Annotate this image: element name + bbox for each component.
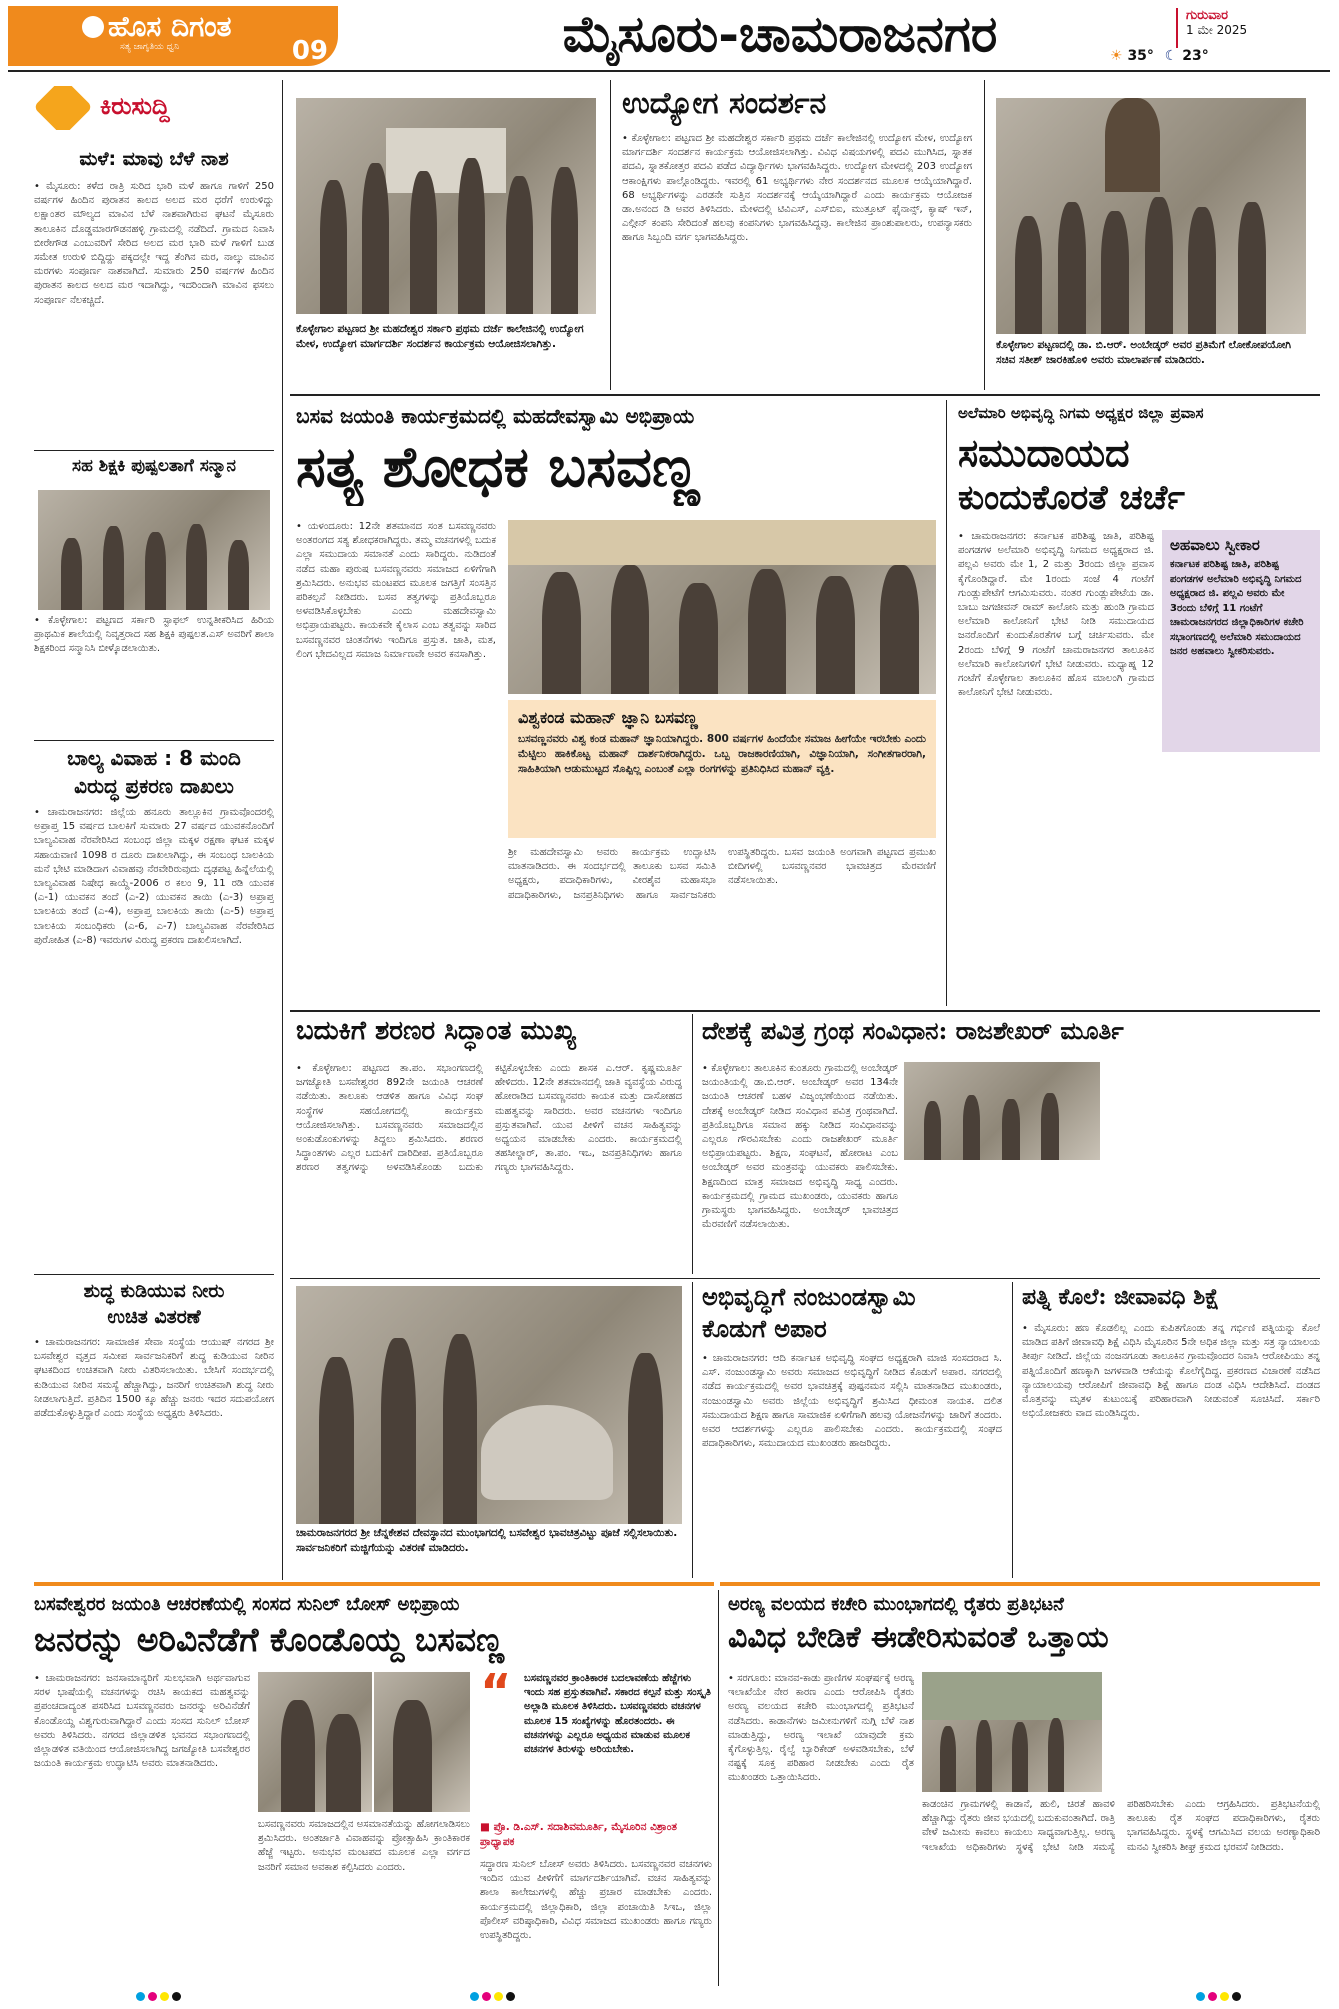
water-photo: [296, 1286, 682, 1524]
temp-min: 23°: [1182, 48, 1209, 64]
sharana-divider: [692, 1014, 693, 1274]
quote-text: ಬಸವಣ್ಣನವರ ಕ್ರಾಂತಿಕಾರಕ ಬದಲಾವಣೆಯ ಹೆಜ್ಜೆಗಳು ಇಂದು ಸಹ ಪ್ರಸ್ತುತವಾಗಿವೆ. ಸಕಾರದ ಕಲ್ಪನೆ ಮತ್ತು ಸಂಸ್ಕೃತಿ ಅಲ್ಲಾಡಿ ಮೂಲಕ ತಿಳಿಸಿದರು. ಬಸವಣ್ಣನವರು ವಚನಗಳ ಮೂಲಕ 15 ಸಂಖ್ಯೆಗಳನ್ನು ಹೊರತಂದರು. ಈ ವಚನಗಳನ್ನು ಎಲ್ಲರೂ ಅಧ್ಯಯನ ಮಾಡುವ ಮೂಲಕ ವಚನಗಳ ತಿರುಳನ್ನು ಅರಿಯಬೇಕು.: [524, 1673, 711, 1756]
basava-body-1: • ಯಳಂದೂರು: 12ನೇ ಶತಮಾನದ ಸಂತ ಬಸವಣ್ಣನವರು ಅಂತರಂಗದ ಸತ್ಯ ಶೋಧಕರಾಗಿದ್ದರು. ತಮ್ಮ ವಚನಗಳಲ್ಲಿ ಬದುಕ ಎಲ್ಲಾ ಸಮುದಾಯ ಸಮಾನತೆ ಎಂದು ಸಾರಿದ್ದರು. ನುಡಿದಂತೆ ನಡೆದ ಮಹಾ ಪುರುಷ ಬಸವಣ್ಣನವರು ಸಮಾಜದ ಏಳಿಗೆಗಾಗಿ ಶ್ರಮಿಸಿದರು. ಅನುಭವ ಮಂಟಪದ ಮೂಲಕ ಜಗತ್ತಿಗೆ ಸಂಸತ್ತಿನ ಪರಿಕಲ್ಪನೆ ನೀಡಿದರು. ಬಸವ ತತ್ವಗಳನ್ನು ಪ್ರತಿಯೊಬ್ಬರೂ ಅಳವಡಿಸಿಕೊಳ್ಳಬೇಕು ಎಂದು ಮಹದೇವಸ್ವಾಮಿ ಅಭಿಪ್ರಾಯಪಟ್ಟರು. ಕಾಯಕವೇ ಕೈಲಾಸ ಎಂಬ ತತ್ವವನ್ನು ಸಾರಿದ ಬಸವಣ್ಣನವರ ಚಿಂತನೆಗಳು ಇಂದಿಗೂ ಪ್ರಸ್ತುತ. ಜಾತಿ, ಮತ, ಲಿಂಗ ಭೇದವಿಲ್ಲದ ಸಮಾಜ ನಿರ್ಮಾಣವೇ ಅವರ ಕನಸಾಗಿತ್ತು.: [296, 521, 496, 660]
left-h4a: ಶುದ್ಧ ಕುಡಿಯುವ ನೀರು: [83, 1280, 225, 1302]
patni-body: • ಮೈಸೂರು: ಹಣ ಕೊಡಲಿಲ್ಲ ಎಂದು ಕುಪಿತಗೊಂಡು ತನ್ನ ಗರ್ಭಿಣಿ ಪತ್ನಿಯನ್ನು ಕೊಲೆ ಮಾಡಿದ ಪತಿಗೆ ಜೀವಾವಧಿ ಶಿಕ್ಷೆ ವಿಧಿಸಿ ಮೈಸೂರಿನ 5ನೇ ಅಧಿಕ ಜಿಲ್ಲಾ ಮತ್ತು ಸತ್ರ ನ್ಯಾಯಾಲಯ ತೀರ್ಪು ನೀಡಿದೆ. ಜಿಲ್ಲೆಯ ನಂಜನಗೂಡು ತಾಲೂಕಿನ ಗ್ರಾಮವೊಂದರ ನಿವಾಸಿ ಆರೋಪಿಯು ತನ್ನ ಪತ್ನಿಯೊಂದಿಗೆ ಹಣಕ್ಕಾಗಿ ಜಗಳವಾಡಿ ಆಕೆಯನ್ನು ಕೊಲೆಗೈದಿದ್ದ. ಪ್ರಕರಣದ ವಿಚಾರಣೆ ನಡೆಸಿದ ನ್ಯಾಯಾಲಯವು ಆರೋಪಿಗೆ ಜೀವಾವಧಿ ಶಿಕ್ಷೆ ಹಾಗೂ ದಂಡ ವಿಧಿಸಿ ಆದೇಶಿಸಿದೆ. ದಂಡದ ಮೊತ್ತವನ್ನು ಮೃತಳ ಕುಟುಂಬಕ್ಕೆ ಪರಿಹಾರವಾಗಿ ನೀಡುವಂತೆ ಸೂಚಿಸಿದೆ. ಸರ್ಕಾರಿ ಅಭಿಯೋಜಕರು ವಾದ ಮಂಡಿಸಿದ್ದರು.: [1022, 1323, 1320, 1420]
top-photo-ambedkar: [996, 98, 1306, 334]
alemari-side-body: ಕರ್ನಾಟಕ ಪರಿಶಿಷ್ಟ ಜಾತಿ, ಪರಿಶಿಷ್ಟ ಪಂಗಡಗಳ ಅಲೆಮಾರಿ ಅಭಿವೃದ್ಧಿ ನಿಗಮದ ಅಧ್ಯಕ್ಷರಾದ ಜಿ. ಪಲ್ಲವಿ ಅವರು ಮೇ 3ರಂದು ಬೆಳಿಗ್ಗೆ 11 ಗಂಟೆಗೆ ಚಾಮರಾಜನಗರದ ಜಿಲ್ಲಾಧಿಕಾರಿಗಳ ಕಚೇರಿ ಸಭಾಂಗಣದಲ್ಲಿ ಅಲೆಮಾರಿ ಸಮುದಾಯದ ಜನರ ಅಹವಾಲು ಸ್ವೀಕರಿಸುವರು.: [1170, 559, 1304, 657]
basava-photo: [508, 520, 936, 694]
samvidhana-photo: [904, 1062, 1100, 1160]
bottom-right-photo: [922, 1672, 1102, 1792]
alemari-head-1: ಸಮುದಾಯದ: [958, 430, 1130, 475]
left-h4b: ಉಚಿತ ವಿತರಣೆ: [107, 1306, 201, 1328]
left-rule-2: [34, 740, 274, 741]
quote-box: [480, 1672, 712, 1854]
top-row-rule: [290, 394, 1320, 396]
pointing-hand-icon: [34, 86, 93, 130]
alemari-head-2: ಕುಂದುಕೊರತೆ ಚರ್ಚೆ: [958, 478, 1185, 518]
left-p1: • ಮೈಸೂರು: ಕಳೆದ ರಾತ್ರಿ ಸುರಿದ ಭಾರಿ ಮಳೆ ಹಾಗೂ ಗಾಳಿಗೆ 250 ವರ್ಷಗಳ ಹಿಂದಿನ ಪುರಾತನ ಕಾಲದ ಅಲದ ಮರ ಧರೆಗೆ ಉರುಳಿದ್ದು ಲಕ್ಷಾಂತರ ಮೌಲ್ಯದ ಮಾವಿನ ಬೆಳೆ ನಾಶವಾಗಿರುವ ಘಟನೆ ಮೈಸೂರು ತಾಲೂಕಿನ ದೊಡ್ಡಮಾರಗೌಡನಹಳ್ಳಿ ಗ್ರಾಮದಲ್ಲಿ ನಡೆದಿದೆ. ಗ್ರಾಮದ ನಿವಾಸಿ ಬೀರೇಗೌಡ ಎಂಬುವರಿಗೆ ಸೇರಿದ ಅಲದ ಮರ ಭಾರಿ ಮಳೆ ಗಾಳಿಗೆ ಬುಡ ಸಮೇತ ಉರುಳಿ ಬಿದ್ದಿದ್ದು ಪಕ್ಕದಲ್ಲೇ ಇದ್ದ ತೆಂಗಿನ ಮರ, ನಾಲ್ಕು ಮಾವಿನ ಮರಗಳು ಸಂಪೂರ್ಣ ನಾಶವಾಗಿದೆ. ಸುಮಾರು 250 ವರ್ಷಗಳ ಹಿಂದಿನ ಪುರಾತನ ಕಾಲದ ಅಲದ ಮರ ಇದಾಗಿದ್ದು, ಇದರಿಂದಾಗಿ ಮಾವಿನ ಫಸಲು ಸಂಪೂರ್ಣ ನೆಲಕಚ್ಚಿದೆ.: [34, 181, 274, 306]
registration-dots-center: [470, 1992, 515, 2001]
bottom-right-kicker: ಅರಣ್ಯ ವಲಯದ ಕಚೇರಿ ಮುಂಭಾಗದಲ್ಲಿ ರೈತರು ಪ್ರತಿಭಟನೆ: [728, 1594, 1064, 1615]
basava-box-body: ಬಸವಣ್ಣನವರು ವಿಶ್ವ ಕಂಡ ಮಹಾನ್ ಜ್ಞಾನಿಯಾಗಿದ್ದರು. 800 ವರ್ಷಗಳ ಹಿಂದೆಯೇ ಸಮಾಜ ಹೀಗೆಯೇ ಇರಬೇಕು ಎಂದು ಮೆಟ್ಟಿಲು ಹಾಕಿಕೊಟ್ಟ ಮಹಾನ್ ದಾರ್ಶನಿಕರಾಗಿದ್ದರು. ಒಬ್ಬ ರಾಜಕಾರಣಿಯಾಗಿ, ವಿಜ್ಞಾನಿಯಾಗಿ, ಸಂಗೀತಗಾರರಾಗಿ, ಸಾಹಿತಿಯಾಗಿ ಆಡುಮುಟ್ಟದ ಸೊಪ್ಪಿಲ್ಲ ಎಂಬಂತೆ ಎಲ್ಲಾ ರಂಗಗಳನ್ನು ಪ್ರತಿನಿಧಿಸಿದ ಮಹಾನ್ ವ್ಯಕ್ತಿ.: [518, 733, 926, 775]
moon-icon: ☾: [1164, 48, 1178, 64]
job-headline: ಉದ್ಯೋಗ ಸಂದರ್ಶನ: [622, 86, 827, 121]
nanjunda-divider: [1012, 1282, 1013, 1578]
bottom-left-photo-1: [258, 1672, 372, 1812]
masthead-rule: [8, 70, 1330, 72]
bottom-divider: [718, 1590, 719, 1986]
bottom-right-body-2: ಕಾಡಂಚಿನ ಗ್ರಾಮಗಳಲ್ಲಿ ಕಾಡಾನೆ, ಹುಲಿ, ಚಿರತೆ ಹಾವಳಿ ಹೆಚ್ಚಾಗಿದ್ದು ರೈತರು ಜೀವ ಭಯದಲ್ಲಿ ಬದುಕುವಂತಾಗಿದೆ. ರಾತ್ರಿ ವೇಳೆ ಜಮೀನು ಕಾವಲು ಕಾಯಲು ಸಾಧ್ಯವಾಗುತ್ತಿಲ್ಲ. ಅರಣ್ಯ ಇಲಾಖೆಯ ಅಧಿಕಾರಿಗಳು ಸ್ಥಳಕ್ಕೆ ಭೇಟಿ ನೀಡಿ ಸಮಸ್ಯೆ ಪರಿಹರಿಸಬೇಕು ಎಂದು ಆಗ್ರಹಿಸಿದರು. ಪ್ರತಿಭಟನೆಯಲ್ಲಿ ತಾಲೂಕು ರೈತ ಸಂಘದ ಪದಾಧಿಕಾರಿಗಳು, ರೈತರು ಭಾಗವಹಿಸಿದ್ದರು. ಸ್ಥಳಕ್ಕೆ ಆಗಮಿಸಿದ ವಲಯ ಅರಣ್ಯಾಧಿಕಾರಿ ಮನವಿ ಸ್ವೀಕರಿಸಿ ಶೀಘ್ರ ಕ್ರಮದ ಭರವಸೆ ನೀಡಿದರು.: [922, 1799, 1320, 1853]
registration-dots-left: [136, 1992, 181, 2001]
left-rule-3: [34, 1274, 274, 1275]
nanjunda-body: • ಚಾಮರಾಜನಗರ: ಆದಿ ಕರ್ನಾಟಕ ಅಭಿವೃದ್ಧಿ ಸಂಘದ ಅಧ್ಯಕ್ಷರಾಗಿ ಮಾಜಿ ಸಂಸದರಾದ ಸಿ. ಎಸ್. ನಂಜುಂಡಸ್ವಾಮಿ ಅವರು ಸಮಾಜದ ಅಭಿವೃದ್ಧಿಗೆ ನೀಡಿದ ಕೊಡುಗೆ ಅಪಾರ. ನಗರದಲ್ಲಿ ನಡೆದ ಕಾರ್ಯಕ್ರಮದಲ್ಲಿ ಅವರ ಭಾವಚಿತ್ರಕ್ಕೆ ಪುಷ್ಪನಮನ ಸಲ್ಲಿಸಿ ಮಾತನಾಡಿದ ಮುಖಂಡರು, ನಂಜುಂಡಸ್ವಾಮಿ ಅವರು ಜಿಲ್ಲೆಯ ಅಭಿವೃದ್ಧಿಗೆ ಶ್ರಮಿಸಿದ ಧೀಮಂತ ನಾಯಕ. ದಲಿತ ಸಮುದಾಯದ ಶಿಕ್ಷಣ ಹಾಗೂ ಸಾಮಾಜಿಕ ಏಳಿಗೆಗಾಗಿ ಹಲವು ಯೋಜನೆಗಳನ್ನು ಜಾರಿಗೆ ತಂದರು. ಅವರ ಆದರ್ಶಗಳನ್ನು ಎಲ್ಲರೂ ಪಾಲಿಸಬೇಕು ಎಂದರು. ಕಾರ್ಯಕ್ರಮದಲ್ಲಿ ಸಂಘದ ಪದಾಧಿಕಾರಿಗಳು, ಸಮುದಾಯದ ಮುಖಂಡರು ಹಾಜರಿದ್ದರು.: [702, 1353, 1002, 1450]
water-divider: [692, 1282, 693, 1578]
brand-tagline: ಸತ್ಯ ಜಾಗೃತಿಯ ಧ್ವನಿ: [120, 42, 180, 52]
nanjunda-head-1: ಅಭಿವೃದ್ಧಿಗೆ ನಂಜುಂಡಸ್ವಾಮಿ: [702, 1282, 916, 1311]
bottom-left-body-2: ಬಸವಣ್ಣನವರು ಸಮಾಜದಲ್ಲಿನ ಅಸಮಾನತೆಯನ್ನು ಹೋಗಲಾಡಿಸಲು ಶ್ರಮಿಸಿದರು. ಅಂತರ್ಜಾತಿ ವಿವಾಹವನ್ನು ಪ್ರೋತ್ಸಾಹಿಸಿ ಕ್ರಾಂತಿಕಾರಕ ಹೆಜ್ಜೆ ಇಟ್ಟರು. ಅನುಭವ ಮಂಟಪದ ಮೂಲಕ ಎಲ್ಲಾ ವರ್ಗದ ಜನರಿಗೆ ಸಮಾನ ಅವಕಾಶ ಕಲ್ಪಿಸಿದರು ಎಂದರು.: [258, 1819, 470, 1873]
edition-title: ಮೈಸೂರು-ಚಾಮರಾಜನಗರ: [562, 4, 998, 63]
weather-block: [1110, 48, 1250, 68]
left-p4: • ಚಾಮರಾಜನಗರ: ಸಾಮಾಜಿಕ ಸೇವಾ ಸಂಸ್ಥೆಯ ಆಯುಷ್ ನಗರದ ಶ್ರೀ ಬಸವೇಶ್ವರ ವೃತ್ತದ ಸಮೀಪ ಸಾರ್ವಜನಿಕರಿಗೆ ಶುದ್ಧ ಕುಡಿಯುವ ನೀರಿನ ಘಟಕದಿಂದ ಉಚಿತವಾಗಿ ನೀರು ವಿತರಿಸಲಾಯಿತು. ಬೇಸಿಗೆ ಸಂದರ್ಭದಲ್ಲಿ ಕುಡಿಯುವ ನೀರಿನ ಸಮಸ್ಯೆ ಹೆಚ್ಚಾಗಿದ್ದು, ಜನರಿಗೆ ಉಚಿತವಾಗಿ ಶುದ್ಧ ನೀರು ನೀಡಲಾಗುತ್ತಿದೆ. ಪ್ರತಿದಿನ 1500 ಕ್ಕೂ ಹೆಚ್ಚು ಜನರು ಇದರ ಸದುಪಯೋಗ ಪಡೆದುಕೊಳ್ಳುತ್ತಿದ್ದಾರೆ ಎಂದು ಸಂಸ್ಥೆಯ ಅಧ್ಯಕ್ಷರು ತಿಳಿಸಿದರು.: [34, 1337, 274, 1420]
samvidhana-body: • ಕೊಳ್ಳೇಗಾಲ: ತಾಲೂಕಿನ ಕುಂತೂರು ಗ್ರಾಮದಲ್ಲಿ ಅಂಬೇಡ್ಕರ್ ಜಯಂತಿಯಲ್ಲಿ ಡಾ.ಬಿ.ಆರ್. ಅಂಬೇಡ್ಕರ್ ಅವರ 134ನೇ ಜಯಂತಿ ಆಚರಣೆ ಬಹಳ ವಿಜೃಂಭಣೆಯಿಂದ ನಡೆಯಿತು. ದೇಶಕ್ಕೆ ಅಂಬೇಡ್ಕರ್ ನೀಡಿದ ಸಂವಿಧಾನ ಪವಿತ್ರ ಗ್ರಂಥವಾಗಿದೆ. ಪ್ರತಿಯೊಬ್ಬರಿಗೂ ಸಮಾನ ಹಕ್ಕು ನೀಡಿದ ಸಂವಿಧಾನವನ್ನು ಎಲ್ಲರೂ ಗೌರವಿಸಬೇಕು ಎಂದು ರಾಜಶೇಖರ್ ಮೂರ್ತಿ ಅಭಿಪ್ರಾಯಪಟ್ಟರು. ಶಿಕ್ಷಣ, ಸಂಘಟನೆ, ಹೋರಾಟ ಎಂಬ ಅಂಬೇಡ್ಕರ್ ಅವರ ಮಂತ್ರವನ್ನು ಯುವಕರು ಪಾಲಿಸಬೇಕು. ಶಿಕ್ಷಣದಿಂದ ಮಾತ್ರ ಸಮಾಜದ ಅಭಿವೃದ್ಧಿ ಸಾಧ್ಯ ಎಂದರು. ಕಾರ್ಯಕ್ರಮದಲ್ಲಿ ಗ್ರಾಮದ ಮುಖಂಡರು, ಯುವಕರು ಹಾಗೂ ಗ್ರಾಮಸ್ಥರು ಭಾಗವಹಿಸಿದ್ದರು. ಅಂಬೇಡ್ಕರ್ ಭಾವಚಿತ್ರದ ಮೆರವಣಿಗೆ ನಡೆಸಲಾಯಿತು.: [702, 1063, 898, 1231]
basava-headline: ಸತ್ಯ ಶೋಧಕ ಬಸವಣ್ಣ: [296, 434, 700, 500]
samvidhana-headline: ದೇಶಕ್ಕೆ ಪವಿತ್ರ ಗ್ರಂಥ ಸಂವಿಧಾನ: ರಾಜಶೇಖರ್ ಮೂರ್ತಿ: [702, 1016, 1124, 1045]
bottom-left-photo-2: [374, 1672, 470, 1812]
bottom-band-right: [720, 1582, 1320, 1586]
left-h1: ಮಳೆ: ಮಾವು ಬೆಳೆ ನಾಶ: [79, 148, 229, 170]
row3-rule: [290, 1278, 1320, 1279]
sharana-headline: ಬದುಕಿಗೆ ಶರಣರ ಸಿದ್ಧಾಂತ ಮುಖ್ಯ: [296, 1016, 576, 1046]
left-photo-teacher: [38, 490, 270, 610]
left-h3b: ವಿರುದ್ಧ ಪ್ರಕರಣ ದಾಖಲು: [74, 774, 234, 798]
bottom-right-headline: ವಿವಿಧ ಬೇಡಿಕೆ ಈಡೇರಿಸುವಂತೆ ಒತ್ತಾಯ: [728, 1620, 1109, 1655]
date-label: 1 ಮೇ 2025: [1186, 23, 1248, 37]
kirusuddi-badge: [34, 86, 254, 130]
basava-kicker: ಬಸವ ಜಯಂತಿ ಕಾರ್ಯಕ್ರಮದಲ್ಲಿ ಮಹದೇವಸ್ವಾಮಿ ಅಭಿಪ್ರಾಯ: [296, 404, 695, 428]
registration-dots-right: [1196, 1992, 1241, 2001]
sharana-body: • ಕೊಳ್ಳೇಗಾಲ: ಪಟ್ಟಣದ ತಾ.ಪಂ. ಸಭಾಂಗಣದಲ್ಲಿ ಜಗಜ್ಯೋತಿ ಬಸವೇಶ್ವರರ 892ನೇ ಜಯಂತಿ ಆಚರಣೆ ನಡೆಯಿತು. ತಾಲೂಕು ಆಡಳಿತ ಹಾಗೂ ವಿವಿಧ ಸಂಘ ಸಂಸ್ಥೆಗಳ ಸಹಯೋಗದಲ್ಲಿ ಕಾರ್ಯಕ್ರಮ ಆಯೋಜಿಸಲಾಗಿತ್ತು. ಬಸವಣ್ಣನವರು ಸಮಾಜದಲ್ಲಿನ ಅಂಕುಡೊಂಕುಗಳನ್ನು ತಿದ್ದಲು ಶ್ರಮಿಸಿದರು. ಶರಣರ ಸಿದ್ಧಾಂತಗಳು ಎಲ್ಲರ ಬದುಕಿಗೆ ದಾರಿದೀಪ. ಪ್ರತಿಯೊಬ್ಬರೂ ಶರಣರ ತತ್ವಗಳನ್ನು ಅಳವಡಿಸಿಕೊಂಡು ಬದುಕು ಕಟ್ಟಿಕೊಳ್ಳಬೇಕು ಎಂದು ಶಾಸಕ ಎ.ಆರ್. ಕೃಷ್ಣಮೂರ್ತಿ ಹೇಳಿದರು. 12ನೇ ಶತಮಾನದಲ್ಲಿ ಜಾತಿ ವ್ಯವಸ್ಥೆಯ ವಿರುದ್ಧ ಹೋರಾಡಿದ ಬಸವಣ್ಣನವರು ಕಾಯಕ ಮತ್ತು ದಾಸೋಹದ ಮಹತ್ವವನ್ನು ಸಾರಿದರು. ಅವರ ವಚನಗಳು ಇಂದಿಗೂ ಪ್ರಸ್ತುತವಾಗಿವೆ. ಯುವ ಪೀಳಿಗೆ ವಚನ ಸಾಹಿತ್ಯವನ್ನು ಅಧ್ಯಯನ ಮಾಡಬೇಕು ಎಂದರು. ಕಾರ್ಯಕ್ರಮದಲ್ಲಿ ತಹಸೀಲ್ದಾರ್, ತಾ.ಪಂ. ಇಒ, ಜನಪ್ರತಿನಿಧಿಗಳು ಹಾಗೂ ಗಣ್ಯರು ಭಾಗವಹಿಸಿದ್ದರು.: [296, 1063, 682, 1174]
left-col-divider: [282, 80, 283, 1580]
brand-logo-icon: [82, 16, 104, 38]
page-number: 09: [291, 36, 328, 66]
basava-info-box: [508, 700, 936, 838]
left-h3a: ಬಾಲ್ಯ ವಿವಾಹ : 8 ಮಂದಿ: [67, 746, 241, 770]
kirusuddi-label: ಕಿರುಸುದ್ದಿ: [100, 92, 170, 120]
left-p2: • ಕೊಳ್ಳೇಗಾಲ: ಪಟ್ಟಣದ ಸರ್ಕಾರಿ ಸ್ಟಾಫಲ್ ಉನ್ನತೀಕರಿಸಿದ ಹಿರಿಯ ಪ್ರಾಥಮಿಕ ಶಾಲೆಯಲ್ಲಿ ನಿವೃತ್ತರಾದ ಸಹ ಶಿಕ್ಷಕಿ ಪುಷ್ಪಲತ.ಎಸ್ ಅವರಿಗೆ ಶಾಲಾ ಶಿಕ್ಷಕರಿಂದ ಸನ್ಮಾನಿಸಿ ಬೀಳ್ಕೊಡಲಾಯಿತು.: [34, 615, 274, 655]
alemari-body: • ಚಾಮರಾಜನಗರ: ಕರ್ನಾಟಕ ಪರಿಶಿಷ್ಟ ಜಾತಿ, ಪರಿಶಿಷ್ಟ ಪಂಗಡಗಳ ಅಲೆಮಾರಿ ಅಭಿವೃದ್ಧಿ ನಿಗಮದ ಅಧ್ಯಕ್ಷರಾದ ಜಿ. ಪಲ್ಲವಿ ಅವರು ಮೇ 1, 2 ಮತ್ತು 3ರಂದು ಜಿಲ್ಲಾ ಪ್ರವಾಸ ಕೈಗೊಂಡಿದ್ದಾರೆ. ಮೇ 1ರಂದು ಸಂಜೆ 4 ಗಂಟೆಗೆ ಗುಂಡ್ಲುಪೇಟೆಗೆ ಆಗಮಿಸುವರು. ನಂತರ ಗುಂಡ್ಲುಪೇಟೆಯ ಡಾ. ಬಾಬು ಜಗಜೀವನ್ ರಾಮ್ ಕಾಲೋನಿ ಮತ್ತು ಹುಂಡಿ ಗ್ರಾಮದ ಅಲೆಮಾರಿ ಕಾಲೋನಿಗೆ ಭೇಟಿ ನೀಡಿ ಸಮುದಾಯದ ಜನರೊಂದಿಗೆ ಕುಂದುಕೊರತೆಗಳ ಬಗ್ಗೆ ಚರ್ಚಿಸುವರು. ಮೇ 2ರಂದು ಬೆಳಿಗ್ಗೆ 9 ಗಂಟೆಗೆ ಚಾಮರಾಜನಗರ ತಾಲೂಕಿನ ಅಲೆಮಾರಿ ಕಾಲೋನಿಗಳಿಗೆ ಭೇಟಿ ನೀಡುವರು. ಮಧ್ಯಾಹ್ನ 12 ಗಂಟೆಗೆ ಕೊಳ್ಳೇಗಾಲ ತಾಲೂಕಿನ ಹೊಸ ಮಾಲಂಗಿ ಗ್ರಾಮದ ಕಾಲೋನಿಗೆ ಭೇಟಿ ನೀಡುವರು.: [958, 531, 1154, 699]
samvidhana-body-cont: [1108, 1062, 1320, 1270]
quote-attribution: ■ ಪ್ರೊ. ಡಿ.ಎಸ್. ಸದಾಶಿವಮೂರ್ತಿ, ಮೈಸೂರಿನ ವಿಶ್ರಾಂತ ಪ್ರಾಧ್ಯಾಪಕ: [480, 1821, 677, 1848]
patni-headline: ಪತ್ನಿ ಕೊಲೆ: ಜೀವಾವಧಿ ಶಿಕ್ಷೆ: [1022, 1284, 1220, 1310]
bottom-left-body-3: ಸದ್ಧಾರಣ ಸುನಿಲ್ ಬೋಸ್ ಅವರು ತಿಳಿಸಿದರು. ಬಸವಣ್ಣನವರ ವಚನಗಳು ಇಂದಿನ ಯುವ ಪೀಳಿಗೆಗೆ ಮಾರ್ಗದರ್ಶಿಯಾಗಿವೆ. ವಚನ ಸಾಹಿತ್ಯವನ್ನು ಶಾಲಾ ಕಾಲೇಜುಗಳಲ್ಲಿ ಹೆಚ್ಚು ಪ್ರಚಾರ ಮಾಡಬೇಕು ಎಂದರು. ಕಾರ್ಯಕ್ರಮದಲ್ಲಿ ಜಿಲ್ಲಾಧಿಕಾರಿ, ಜಿಲ್ಲಾ ಪಂಚಾಯಿತಿ ಸಿಇಒ, ಜಿಲ್ಲಾ ಪೊಲೀಸ್ ವರಿಷ್ಠಾಧಿಕಾರಿ, ವಿವಿಧ ಸಮಾಜದ ಮುಖಂಡರು ಹಾಗೂ ಗಣ್ಯರು ಉಪಸ್ಥಿತರಿದ್ದರು.: [480, 1859, 712, 1942]
mid-row-rule: [290, 1010, 1320, 1012]
left-rule-1: [34, 450, 274, 451]
top-photo2-caption: ಕೊಳ್ಳೇಗಾಲ ಪಟ್ಟಣದಲ್ಲಿ ಡಾ. ಬಿ.ಆರ್. ಅಂಬೇಡ್ಕರ್ ಅವರ ಪ್ರತಿಮೆಗೆ ಲೋಕೋಪಯೋಗಿ ಸಚಿವ ಸತೀಶ್ ಜಾರಕಿಹೊಳಿ ಅವರು ಮಾಲಾರ್ಪಣೆ ಮಾಡಿದರು.: [996, 339, 1291, 366]
temp-max: 35°: [1127, 48, 1154, 64]
left-h2: ಸಹ ಶಿಕ್ಷಕಿ ಪುಷ್ಪಲತಾಗೆ ಸನ್ಮಾನ: [72, 456, 236, 476]
nanjunda-head-2: ಕೊಡುಗೆ ಅಪಾರ: [702, 1314, 827, 1343]
basava-box-head: ವಿಶ್ವಕಂಡ ಮಹಾನ್ ಜ್ಞಾನಿ ಬಸವಣ್ಣ: [518, 708, 698, 727]
alemari-side-box: [1162, 530, 1320, 752]
brand-name: ಹೊಸ ದಿಗಂತ: [108, 10, 232, 43]
basava-divider: [946, 400, 947, 1006]
bottom-left-body-1: • ಚಾಮರಾಜನಗರ: ಜನಸಾಮಾನ್ಯರಿಗೆ ಸುಲಭವಾಗಿ ಅರ್ಥವಾಗುವ ಸರಳ ಭಾಷೆಯಲ್ಲಿ ವಚನಗಳನ್ನು ರಚಿಸಿ ಕಾಯಕದ ಮಹತ್ವವನ್ನು ಪ್ರಪಂಚದಾದ್ಯಂತ ಪಸರಿಸಿದ ಬಸವಣ್ಣನವರು ಜನರನ್ನು ಅರಿವಿನೆಡೆಗೆ ಕೊಂಡೊಯ್ದ ವಿಶ್ವಗುರುವಾಗಿದ್ದಾರೆ ಎಂದು ಸಂಸದ ಸುನಿಲ್ ಬೋಸ್ ಅವರು ತಿಳಿಸಿದರು. ನಗರದ ಜಿಲ್ಲಾಡಳಿತ ಭವನದ ಸಭಾಂಗಣದಲ್ಲಿ ಜಿಲ್ಲಾಡಳಿತ ವತಿಯಿಂದ ಆಯೋಜಿಸಲಾಗಿದ್ದ ಜಗಜ್ಯೋತಿ ಬಸವೇಶ್ವರರ ಜಯಂತಿ ಕಾರ್ಯಕ್ರಮ ಉದ್ಘಾಟಿಸಿ ಅವರು ಮಾತನಾಡಿದರು.: [34, 1673, 250, 1770]
top-divider-1: [610, 80, 611, 390]
brand-block: [8, 6, 338, 66]
water-caption: ಚಾಮರಾಜನಗರದ ಶ್ರೀ ಚೆನ್ನಕೇಶವ ದೇವಸ್ಥಾನದ ಮುಂಭಾಗದಲ್ಲಿ ಬಸವೇಶ್ವರ ಭಾವಚಿತ್ರವಿಟ್ಟು ಪೂಜೆ ಸಲ್ಲಿಸಲಾಯಿತು. ಸಾರ್ವಜನಿಕರಿಗೆ ಮಜ್ಜಿಗೆಯನ್ನು ವಿತರಣೆ ಮಾಡಿದರು.: [296, 1527, 678, 1554]
bottom-left-headline: ಜನರನ್ನು ಅರಿವಿನೆಡೆಗೆ ಕೊಂಡೊಯ್ದ ಬಸವಣ್ಣ: [34, 1620, 505, 1659]
bottom-right-body-1: • ಸರಗೂರು: ಮಾನವ-ಕಾಡು ಪ್ರಾಣಿಗಳ ಸಂಘರ್ಷಕ್ಕೆ ಅರಣ್ಯ ಇಲಾಖೆಯೇ ನೇರ ಕಾರಣ ಎಂದು ಆರೋಪಿಸಿ ರೈತರು ಅರಣ್ಯ ವಲಯದ ಕಚೇರಿ ಮುಂಭಾಗದಲ್ಲಿ ಪ್ರತಿಭಟನೆ ನಡೆಸಿದರು. ಕಾಡಾನೆಗಳು ಜಮೀನುಗಳಿಗೆ ನುಗ್ಗಿ ಬೆಳೆ ನಾಶ ಮಾಡುತ್ತಿದ್ದು, ಅರಣ್ಯ ಇಲಾಖೆ ಯಾವುದೇ ಕ್ರಮ ಕೈಗೊಳ್ಳುತ್ತಿಲ್ಲ. ರೈಲ್ವೆ ಬ್ಯಾರಿಕೇಡ್ ಅಳವಡಿಸಬೇಕು, ಬೆಳೆ ನಷ್ಟಕ್ಕೆ ಸೂಕ್ತ ಪರಿಹಾರ ನೀಡಬೇಕು ಎಂದು ರೈತ ಮುಖಂಡರು ಒತ್ತಾಯಿಸಿದರು.: [728, 1673, 914, 1784]
alemari-kicker: ಅಲೆಮಾರಿ ಅಭಿವೃದ್ಧಿ ನಿಗಮ ಅಧ್ಯಕ್ಷರ ಜಿಲ್ಲಾ ಪ್ರವಾಸ: [958, 404, 1204, 422]
basava-body-2: ಶ್ರೀ ಮಹದೇವಸ್ವಾಮಿ ಅವರು ಕಾರ್ಯಕ್ರಮ ಉದ್ಘಾಟಿಸಿ ಮಾತನಾಡಿದರು. ಈ ಸಂದರ್ಭದಲ್ಲಿ ತಾಲೂಕು ಬಸವ ಸಮಿತಿ ಅಧ್ಯಕ್ಷರು, ಪದಾಧಿಕಾರಿಗಳು, ವೀರಶೈವ ಮಹಾಸಭಾ ಪದಾಧಿಕಾರಿಗಳು, ಜನಪ್ರತಿನಿಧಿಗಳು ಹಾಗೂ ಸಾರ್ವಜನಿಕರು ಉಪಸ್ಥಿತರಿದ್ದರು. ಬಸವ ಜಯಂತಿ ಅಂಗವಾಗಿ ಪಟ್ಟಣದ ಪ್ರಮುಖ ಬೀದಿಗಳಲ್ಲಿ ಬಸವಣ್ಣನವರ ಭಾವಚಿತ್ರದ ಮೆರವಣಿಗೆ ನಡೆಸಲಾಯಿತು.: [508, 847, 936, 901]
quote-mark-icon: “: [480, 1672, 512, 1712]
bottom-left-kicker: ಬಸವೇಶ್ವರರ ಜಯಂತಿ ಆಚರಣೆಯಲ್ಲಿ ಸಂಸದ ಸುನಿಲ್ ಬೋಸ್ ಅಭಿಪ್ರಾಯ: [34, 1594, 460, 1615]
left-p3: • ಚಾಮರಾಜನಗರ: ಜಿಲ್ಲೆಯ ಹನೂರು ತಾಲ್ಲೂಕಿನ ಗ್ರಾಮವೊಂದರಲ್ಲಿ ಅಪ್ರಾಪ್ತ 15 ವರ್ಷದ ಬಾಲಕಿಗೆ ಸುಮಾರು 27 ವರ್ಷದ ಯುವಕನೊಂದಿಗೆ ಬಾಲ್ಯವಿವಾಹ ನೆರವೇರಿಸಿದ ಸಂಬಂಧ ಜಿಲ್ಲಾ ಮಕ್ಕಳ ರಕ್ಷಣಾ ಘಟಕ ಮಕ್ಕಳ ಸಹಾಯವಾಣಿ 1098 ರ ದೂರು ದಾಖಲಾಗಿದ್ದು, ಈ ಸಂಬಂಧ ಬಾಲಕಿಯ ಮನೆ ಭೇಟಿ ಮಾಡಿದಾಗ ವಿವಾಹವು ನೆರವೇರಿರುವುದು ದೃಢಪಟ್ಟ ಹಿನ್ನೆಲೆಯಲ್ಲಿ ಬಾಲ್ಯವಿವಾಹ ನಿಷೇಧ ಕಾಯ್ದೆ-2006 ರ ಕಲಂ 9, 11 ರಡಿ ಯುವಕ (ಎ-1) ಯುವಕನ ತಂದೆ (ಎ-2) ಯುವಕನ ತಾಯಿ (ಎ-3) ಅಪ್ರಾಪ್ತ ಬಾಲಕಿಯ ತಂದೆ (ಎ-4), ಅಪ್ರಾಪ್ತ ಬಾಲಕಿಯ ತಾಯಿ (ಎ-5) ಅಪ್ರಾಪ್ತ ಬಾಲಕಿಯ ಸಂಬಂಧಿಕರು (ಎ-6, ಎ-7) ಬಾಲ್ಯವಿವಾಹ ನೆರವೇರಿಸಿದ ಪುರೋಹಿತ (ಎ-8) ಇವರುಗಳ ವಿರುದ್ಧ ಪ್ರಕರಣ ದಾಖಲಿಸಲಾಗಿದೆ.: [34, 807, 274, 946]
top-photo1-caption: ಕೊಳ್ಳೇಗಾಲ ಪಟ್ಟಣದ ಶ್ರೀ ಮಹದೇಶ್ವರ ಸರ್ಕಾರಿ ಪ್ರಥಮ ದರ್ಜೆ ಕಾಲೇಜಿನಲ್ಲಿ ಉದ್ಯೋಗ ಮೇಳ, ಉದ್ಯೋಗ ಮಾರ್ಗದರ್ಶಿ ಸಂದರ್ಶನ ಕಾರ್ಯಕ್ರಮ ಆಯೋಜಿಸಲಾಗಿತ್ತು.: [296, 323, 584, 350]
top-divider-2: [984, 80, 985, 390]
masthead: [0, 0, 1339, 72]
bottom-band-left: [34, 1582, 714, 1586]
job-body: • ಕೊಳ್ಳೇಗಾಲ: ಪಟ್ಟಣದ ಶ್ರೀ ಮಹದೇಶ್ವರ ಸರ್ಕಾರಿ ಪ್ರಥಮ ದರ್ಜೆ ಕಾಲೇಜಿನಲ್ಲಿ ಉದ್ಯೋಗ ಮೇಳ, ಉದ್ಯೋಗ ಮಾರ್ಗದರ್ಶಿ ಸಂದರ್ಶನ ಕಾರ್ಯಕ್ರಮ ಆಯೋಜಿಸಲಾಗಿತ್ತು. ವಿವಿಧ ವಿಷಯಗಳಲ್ಲಿ ಪದವಿ ಮುಗಿಸಿದ, ಸ್ನಾತಕ ಪದವಿ, ಸ್ನಾತಕೋತ್ತರ ಪದವಿ ಪಡೆದ ವಿದ್ಯಾರ್ಥಿಗಳು ಭಾಗವಹಿಸಿದ್ದರು. ಉದ್ಯೋಗ ಮೇಳದಲ್ಲಿ 203 ಉದ್ಯೋಗ ಆಕಾಂಕ್ಷಿಗಳು ಪಾಲ್ಗೊಂಡಿದ್ದರು. ಇವರಲ್ಲಿ 61 ಅಭ್ಯರ್ಥಿಗಳು ನೇರ ಸಂದರ್ಶನದ ಮೂಲಕ ಆಯ್ಕೆಯಾಗಿದ್ದಾರೆ. 68 ಅಭ್ಯರ್ಥಿಗಳನ್ನು ಎರಡನೇ ಸುತ್ತಿನ ಸಂದರ್ಶನಕ್ಕೆ ಆಯ್ಕೆಯಾಗಿದ್ದಾರೆ ಎಂದು ಕಾರ್ಯಕ್ರಮ ಆಯೋಜಕ ಡಾ.ಅನಂದ ಡಿ ಅವರ ತಿಳಿಸಿದರು. ಮೇಳದಲ್ಲಿ ಟಿವಿಎಸ್, ಎಸ್‌ಬಿಐ, ಮುತ್ತೂಟ್ ಫೈನಾನ್ಸ್, ಕ್ಯಾಷ್ ಇನ್, ಎಲ್ಗೀನ್ ಕಂಪನಿ ಸೇರಿದಂತೆ ಹಲವು ಕಂಪನಿಗಳು ಭಾಗವಹಿಸಿದ್ದವು. ಕಾಲೇಜಿನ ಪ್ರಾಂಶುಪಾಲರು, ಉಪನ್ಯಾಸಕರು ಹಾಗೂ ಸಿಬ್ಬಂದಿ ವರ್ಗ ಭಾಗವಹಿಸಿದ್ದರು.: [622, 133, 972, 244]
date-block: [1176, 8, 1326, 48]
alemari-side-head: ಅಹವಾಲು ಸ್ವೀಕಾರ: [1170, 536, 1260, 554]
top-photo-job-fair: [296, 98, 596, 314]
sun-icon: ☀: [1110, 48, 1123, 64]
day-label: ಗುರುವಾರ: [1186, 8, 1228, 23]
